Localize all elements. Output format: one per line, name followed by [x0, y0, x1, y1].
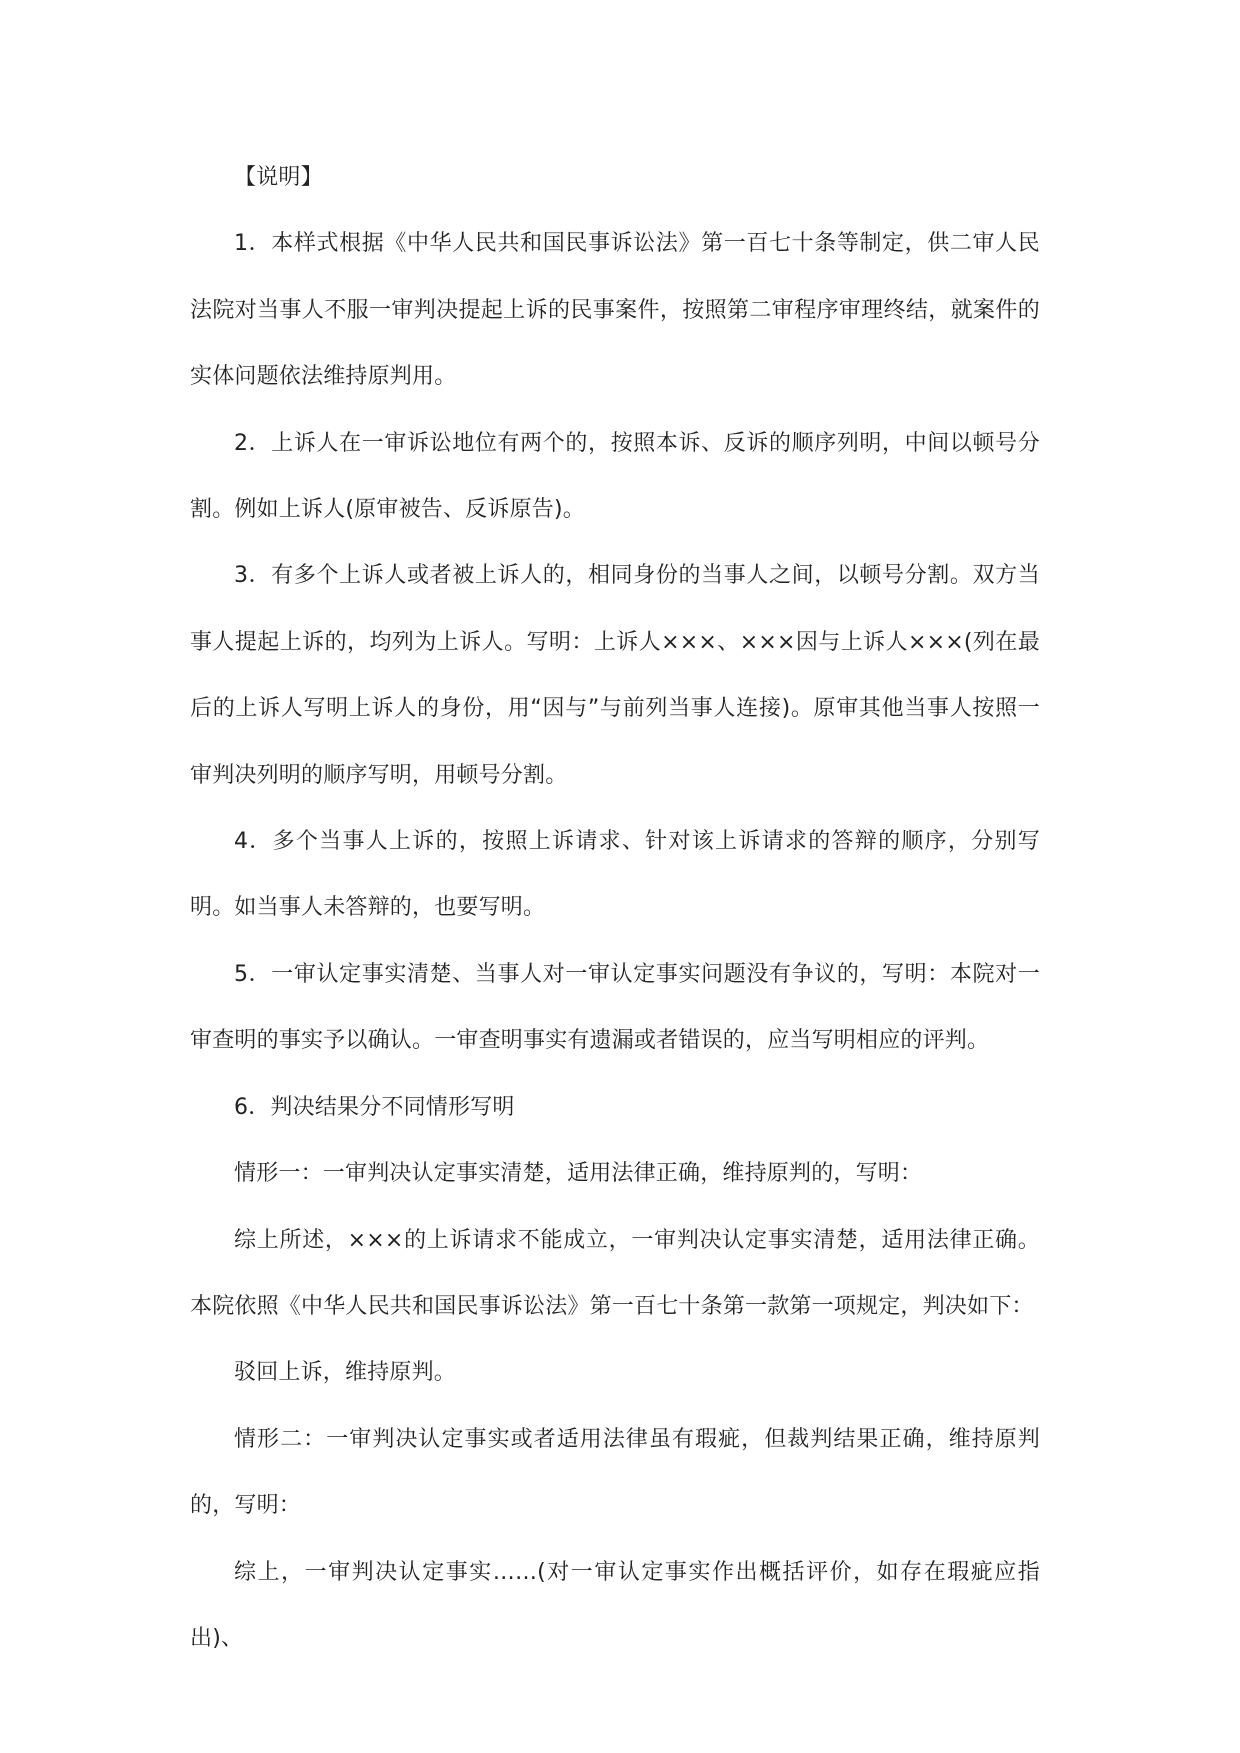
paragraph-case-2-text: 综上，一审判决认定事实……(对一审认定事实作出概括评价，如存在瑕疵应指出)、: [190, 1559, 1040, 1651]
paragraph-note-5: 5．一审认定事实清楚、当事人对一审认定事实问题没有争议的，写明：本院对一审查明的事实予以确认。一审查明事实有遗漏或者错误的，应当写明相应的评判。: [190, 961, 1040, 1054]
document-body: [190, 145, 1040, 1672]
paragraph-case-2: 情形二：一审判决认定事实或者适用法律虽有瑕疵，但裁判结果正确，维持原判的，写明：: [190, 1426, 1040, 1519]
paragraph-note-6: 6．判决结果分不同情形写明: [234, 1094, 515, 1120]
paragraph-case-1-text: 综上所述，×××的上诉请求不能成立，一审判决认定事实清楚，适用法律正确。本院依照《中华人民共和国民事诉讼法》第一百七十条第一款第一项规定，判决如下：: [190, 1227, 1040, 1319]
paragraph-note-2: 2．上诉人在一审诉讼地位有两个的，按照本诉、反诉的顺序列明，中间以顿号分割。例如上诉人(原审被告、反诉原告)。: [190, 430, 1040, 523]
paragraph-note-1: 1．本样式根据《中华人民共和国民事诉讼法》第一百七十条等制定，供二审人民法院对当事人不服一审判决提起上诉的民事案件，按照第二审程序审理终结，就案件的实体问题依法维持原判用。: [190, 231, 1040, 390]
section-heading: 【说明】: [234, 165, 323, 190]
paragraph-case-1-result: 驳回上诉，维持原判。: [234, 1360, 457, 1386]
paragraph-case-1: 情形一：一审判决认定事实清楚，适用法律正确，维持原判的，写明：: [234, 1161, 923, 1187]
paragraph-note-4: 4．多个当事人上诉的，按照上诉请求、针对该上诉请求的答辩的顺序，分别写明。如当事人未答辩的，也要写明。: [190, 829, 1040, 921]
paragraph-note-3: 3．有多个上诉人或者被上诉人的，相同身份的当事人之间，以顿号分割。双方当事人提起上诉的，均列为上诉人。写明：上诉人×××、×××因与上诉人×××(列在最后的上诉人写明上诉人的身份，用“因与”与前列当事人连接)。原审其他当事人按照一审判决列明的顺序写明，用顿号分割。: [190, 563, 1040, 788]
